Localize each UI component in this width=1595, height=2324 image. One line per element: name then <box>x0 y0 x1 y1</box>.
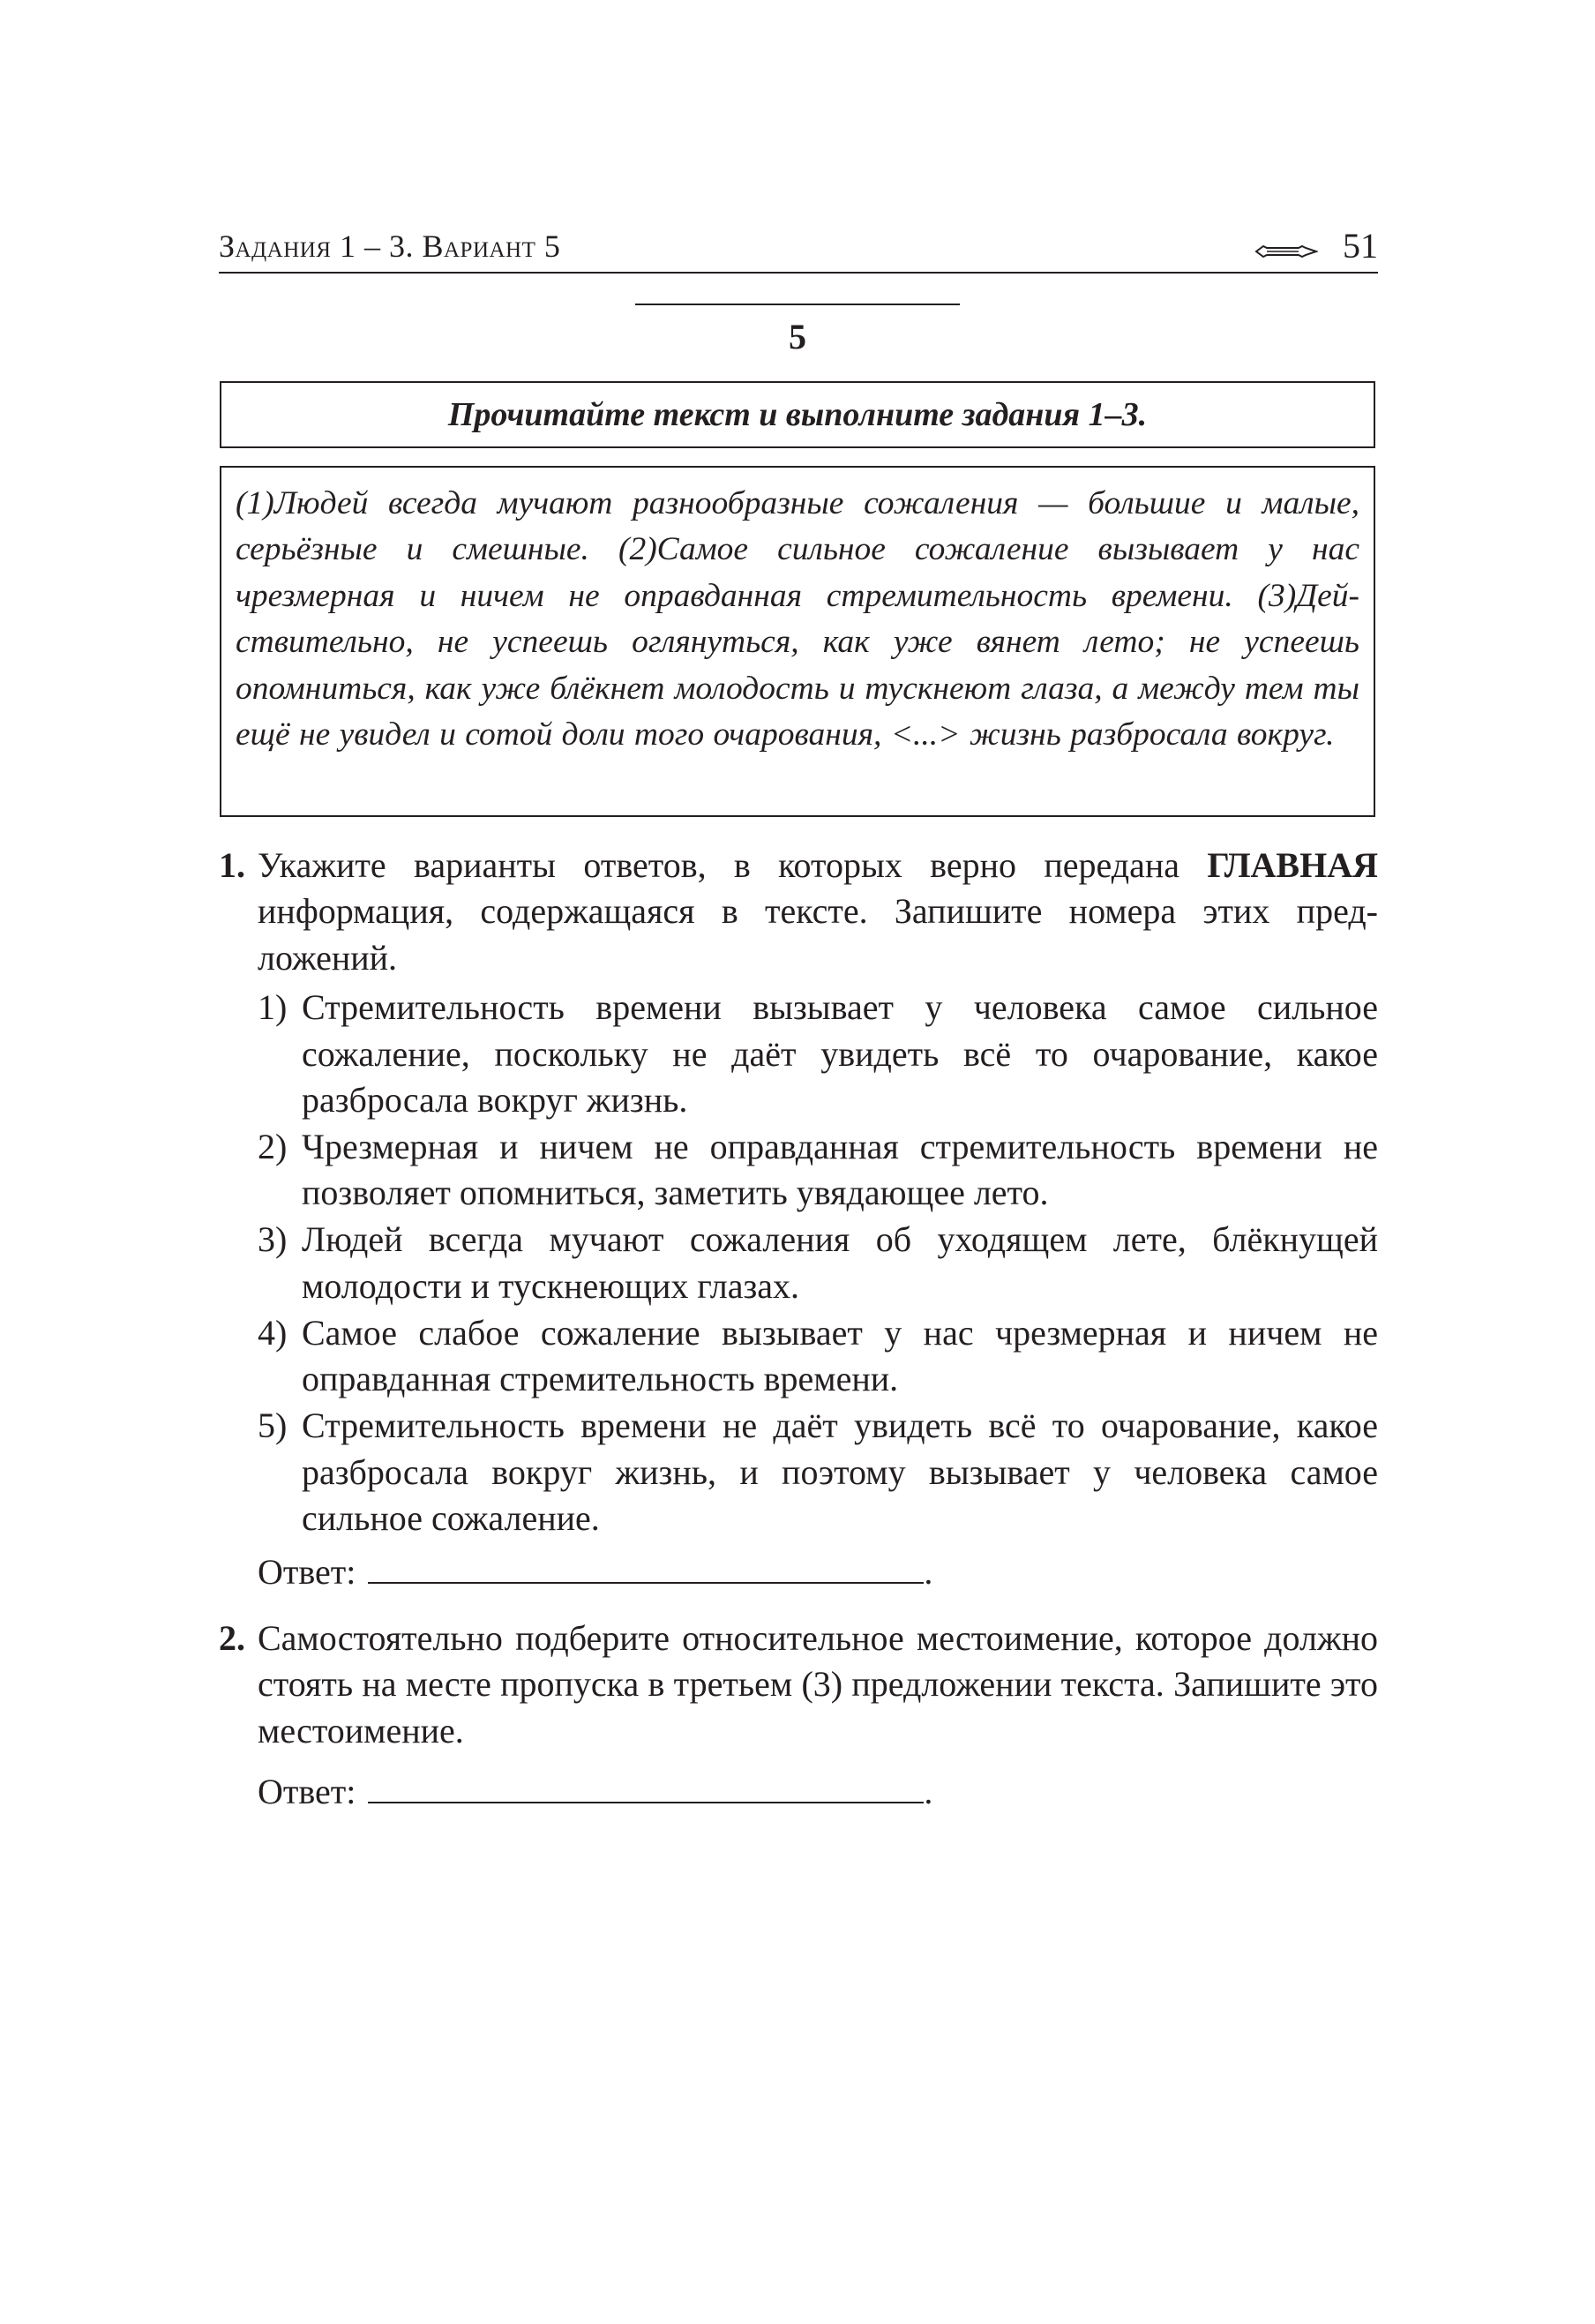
text-passage-box <box>220 466 1375 817</box>
header-right <box>1254 225 1378 266</box>
answer-row: Ответ: . <box>258 1547 1378 1595</box>
task-2 <box>219 1616 1378 1816</box>
instruction-box <box>220 381 1375 448</box>
text-passage: (1)Людей всегда мучают разнообразные сожаления — большие и малые, серьёзные и смешные. (2)Самое сильное сожаление вызывает у нас чрезмерная и ничем не оправданная стремительность времени. (3)Действительно, не успеешь оглянуться, как уже вянет лето; не успеешь опомниться, как уже блёкнет молодость и тускнеют глаза, а между тем ты ещё не увидел и сотой доли того очарования, <...> жизнь разбросала вокруг. <box>236 485 1359 753</box>
option-4: 4) Самое слабое сожаление вызывает у нас чрезмерная и ничем не оправданная стремительность времени. <box>258 1312 1378 1399</box>
task-prompt: Укажите варианты ответов, в которых верно передана ГЛАВНАЯ информация, содержащаяся в тексте. Запишите номера этих предложений. <box>258 845 1378 978</box>
task-prompt: Самостоятельно подберите относительное местоимение, которое должно стоять на месте пропуска в третьем (3) предложении текста. Запишите это местоимение. <box>258 1618 1378 1750</box>
answer-label: Ответ: <box>258 1552 356 1593</box>
page-number: 51 <box>1343 226 1378 266</box>
task-1 <box>219 843 1378 1596</box>
option-3: 3) Людей всегда мучают сожаления об уходящем лете, блёкнущей молодости и тускнеющих глазах. <box>258 1219 1378 1306</box>
option-1: 1) Стремительность времени вызывает у человека самое сильное сожаление, поскольку не даёт увидеть всё то очарование, какое разбросала вокруг жизнь. <box>258 987 1378 1121</box>
task-number: 2. <box>219 1618 245 1658</box>
instruction-text: Прочитайте текст и выполните задания 1–3. <box>447 396 1148 433</box>
option-2: 2) Чрезмерная и ничем не оправданная стремительность времени не позволяет опомниться, заметить увядающее лето. <box>258 1127 1378 1213</box>
task-number: 1. <box>219 845 245 885</box>
answer-field[interactable] <box>368 1547 924 1584</box>
variant-number: 5 <box>789 317 806 356</box>
option-5: 5) Стремительность времени не даёт увидеть всё то очарование, какое разбросала вокруг жизнь, и поэтому вызывает у человека самое сильное сожаление. <box>258 1406 1378 1539</box>
variant-rule <box>635 304 960 305</box>
answer-field[interactable] <box>368 1766 924 1803</box>
pen-icon <box>1254 244 1318 266</box>
task-emphasis: ГЛАВНАЯ <box>1207 845 1378 885</box>
page-header <box>219 219 1378 274</box>
answer-label: Ответ: <box>258 1772 356 1812</box>
header-title: Задания 1 – 3. Вариант 5 <box>219 229 561 264</box>
answer-options <box>258 985 1378 1541</box>
answer-row: Ответ: . <box>258 1766 1378 1815</box>
